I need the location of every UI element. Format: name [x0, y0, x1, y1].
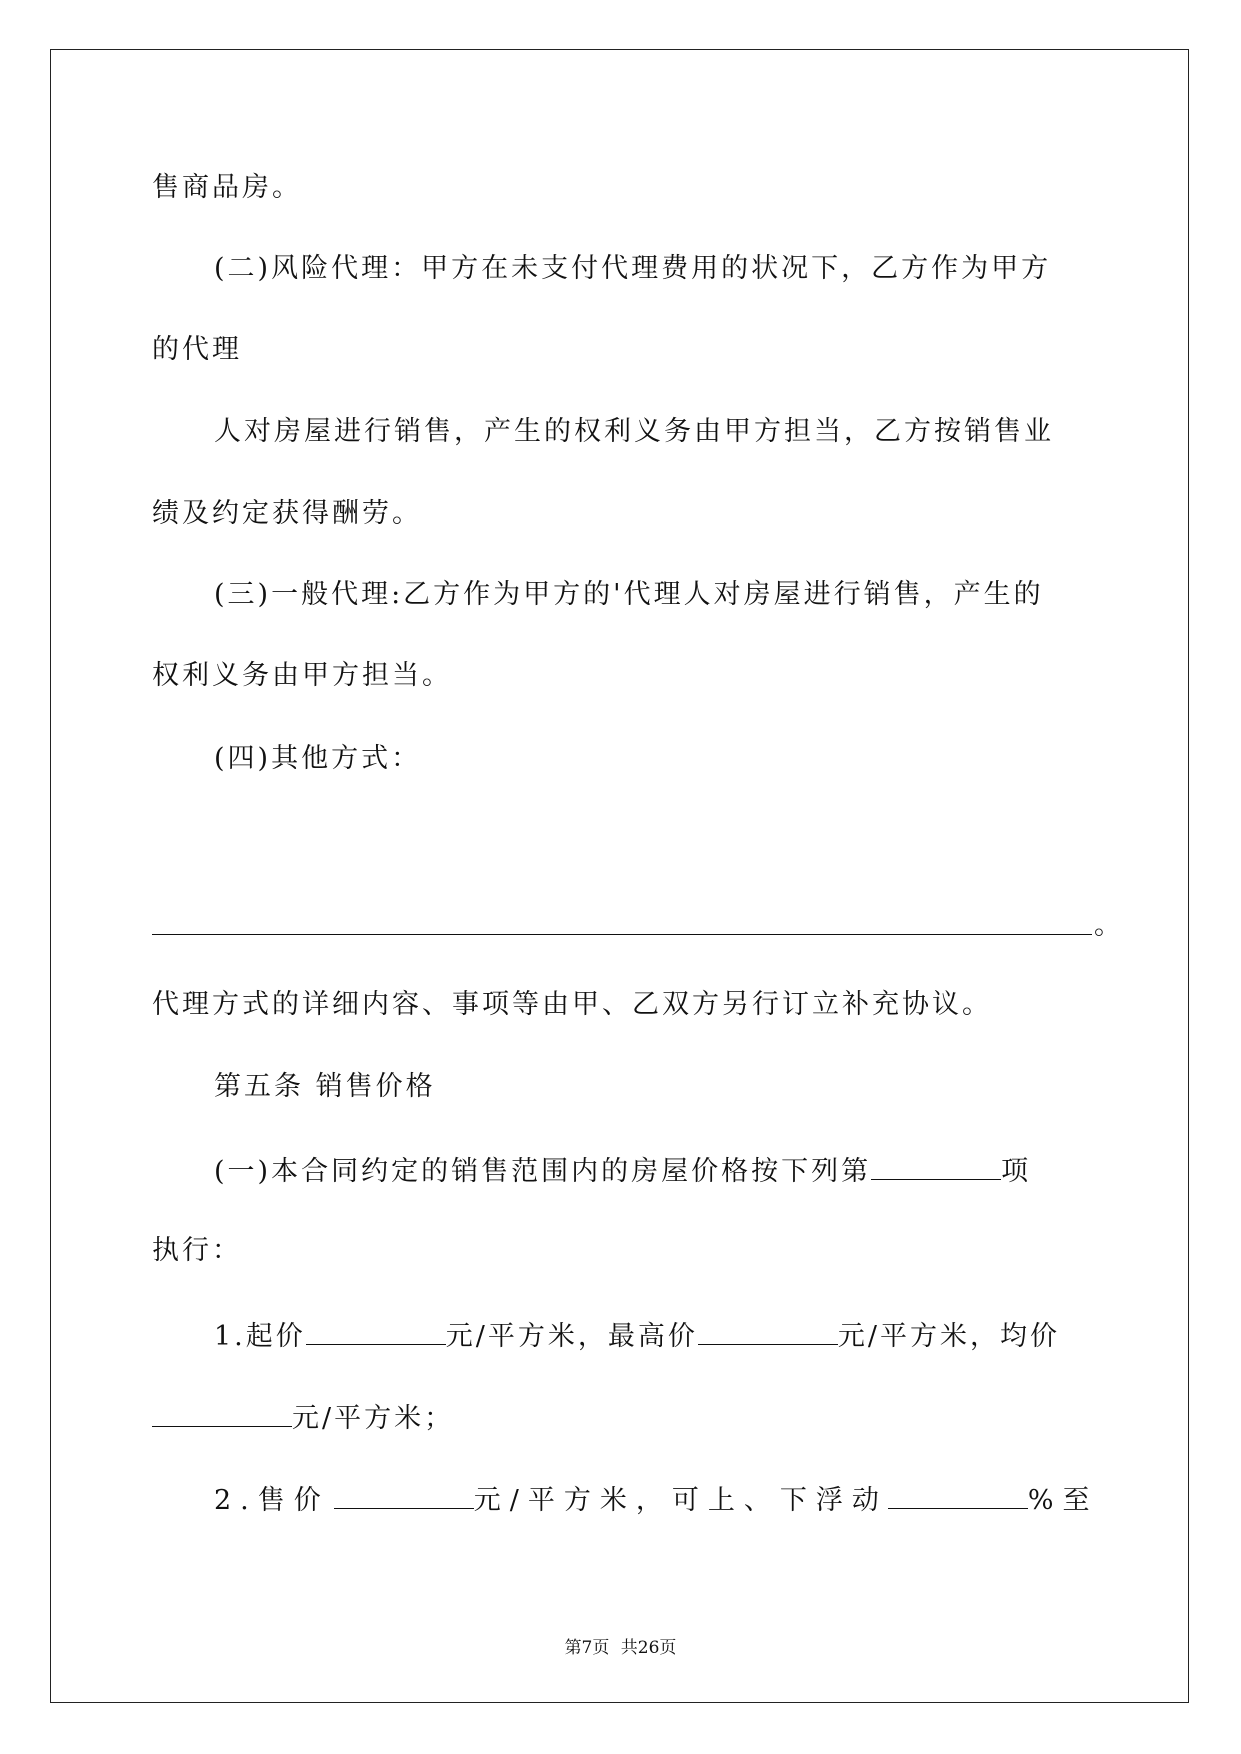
sale-price-blank [334, 1484, 474, 1509]
text-line-7: 权利义务由甲方担当。 [152, 660, 452, 691]
fill-in-blank-line [152, 934, 1092, 935]
float-percent-blank [888, 1484, 1028, 1509]
item1-label: 1.起价 [214, 1321, 306, 1352]
price-clause-line [214, 1155, 1031, 1185]
item2-unit-a: 元/平方米，可上、下浮动 [473, 1485, 888, 1516]
text-line-4: 人对房屋进行销售，产生的权利义务由甲方担当，乙方按销售业 [214, 416, 1054, 447]
item2-label: 2.售价 [214, 1485, 330, 1516]
item2-unit-b: %至 [1027, 1485, 1099, 1516]
average-price-blank [152, 1402, 292, 1427]
item1-unit-a: 元/平方米，最高价 [445, 1321, 698, 1352]
text-line-3: 的代理 [152, 334, 242, 365]
text-line-5: 绩及约定获得酬劳。 [152, 498, 422, 529]
price-clause-prefix: (一)本合同约定的销售范围内的房屋价格按下列第 [214, 1156, 872, 1187]
start-price-blank [306, 1320, 446, 1345]
text-line-6: (三)一般代理:乙方作为甲方的'代理人对房屋进行销售，产生的 [214, 579, 1044, 610]
item1-unit-b: 元/平方米，均价 [837, 1321, 1060, 1352]
item1-unit-c: 元/平方米； [292, 1403, 455, 1434]
page-border [50, 49, 1189, 1703]
period-after-blank: 。 [1094, 910, 1121, 941]
item1-continuation [152, 1402, 454, 1432]
price-clause-suffix: 项 [1001, 1156, 1032, 1187]
text-line-8: (四)其他方式： [214, 743, 422, 774]
text-line-10: 代理方式的详细内容、事项等由甲、乙双方另行订立补充协议。 [152, 989, 992, 1020]
section-heading: 第五条 销售价格 [214, 1071, 436, 1102]
text-line-1: 售商品房。 [152, 172, 302, 203]
item2-line [214, 1484, 1099, 1514]
price-clause-continuation: 执行： [152, 1235, 242, 1266]
page-footer: 第7页 共26页 [564, 1638, 677, 1658]
max-price-blank [698, 1320, 838, 1345]
item1-line [214, 1320, 1060, 1350]
item-number-blank [871, 1155, 1001, 1180]
text-line-2: (二)风险代理：甲方在未支付代理费用的状况下，乙方作为甲方 [214, 253, 1052, 284]
